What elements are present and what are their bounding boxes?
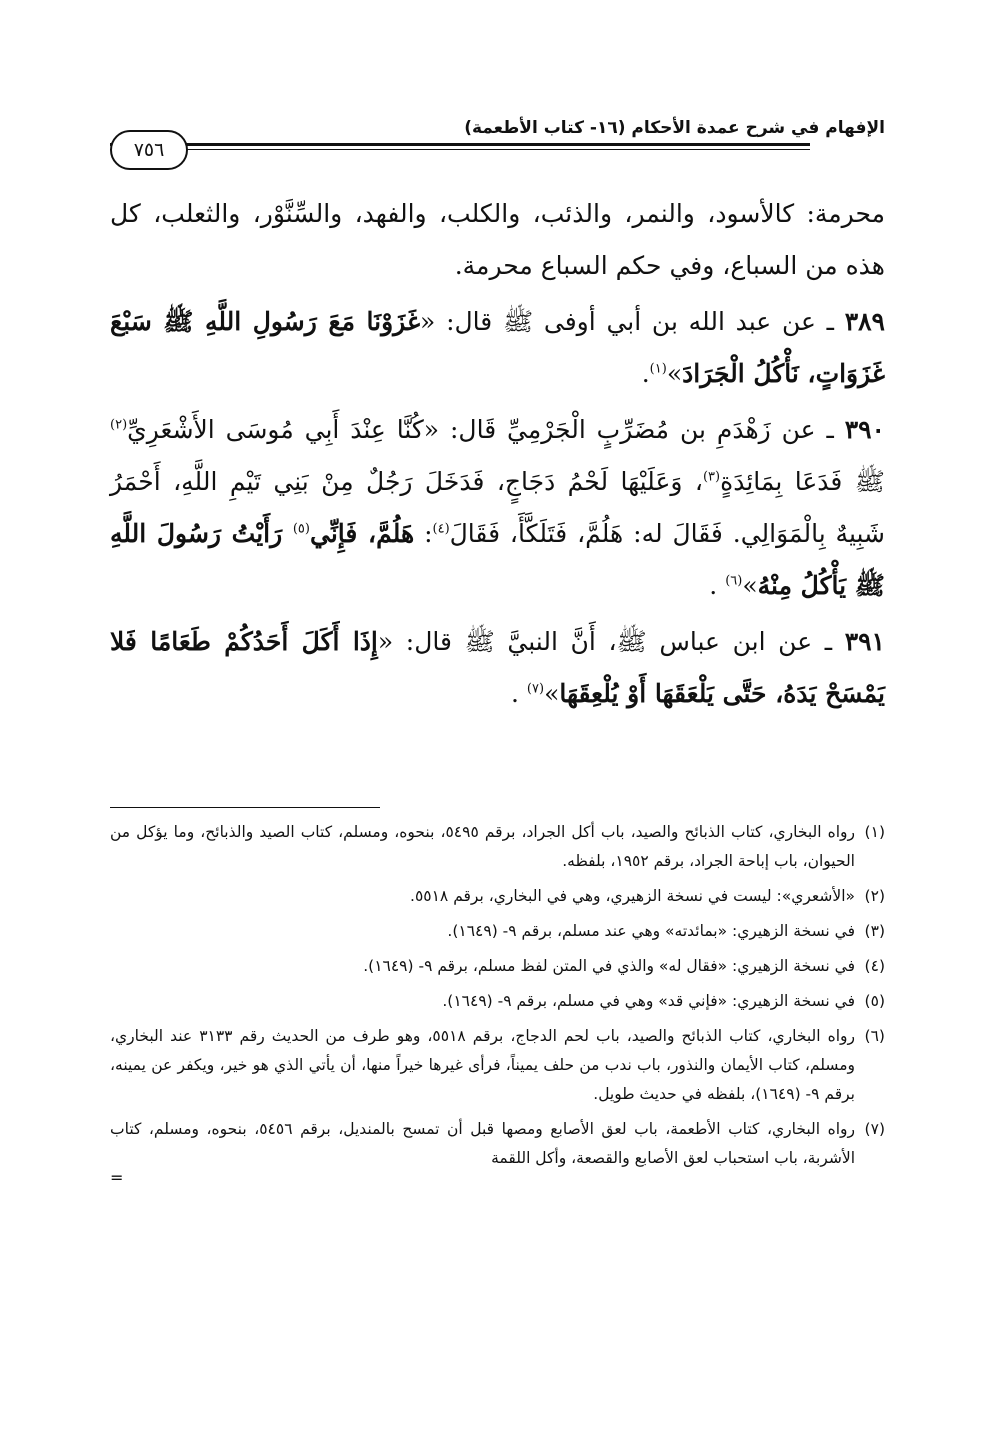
footnote-7 <box>110 1115 885 1173</box>
hadith-number: ٣٩٠ <box>844 415 885 444</box>
header-rule-thin <box>110 149 810 150</box>
footnote-number: (٧) <box>864 1120 885 1138</box>
footnote-text: رواه البخاري، كتاب الأطعمة، باب لعق الأصابع ومصها قبل أن تمسح بالمنديل، برقم ٥٤٥٦، بنحوه، ومسلم، كتاب الأشربة، باب استحباب لعق الأصابع والقصعة، وأكل اللقمة <box>110 1120 855 1167</box>
hadith-text: : <box>414 519 433 548</box>
footnote-text: «الأشعري»: ليست في نسخة الزهيري، وهي في البخاري، برقم ٥٥١٨. <box>410 887 855 905</box>
quote-close: » <box>544 679 560 708</box>
footnote-6 <box>110 1022 885 1109</box>
page-header <box>110 100 885 180</box>
footnote-separator <box>110 807 380 808</box>
quote-close: » <box>742 571 758 600</box>
footnote-ref: (٣) <box>702 469 721 485</box>
hadith-text: ﷺ فَدَعَا بِمَائِدَةٍ <box>720 467 885 496</box>
hadith-quote: رَأَيْتُ رَسُولَ اللَّهِ ﷺ يَأْكُلُ مِنْهُ <box>110 519 885 600</box>
footnote-ref: (٥) <box>292 521 310 537</box>
footnote-text: رواه البخاري، كتاب الذبائح والصيد، باب لحم الدجاج، برقم ٥٥١٨، وهو طرف من الحديث رقم ٣١٣٣ عند البخاري، ومسلم، كتاب الأيمان والنذور، باب ندب من حلف يميناً، فرأى غيرها خيراً منها، أن يأتي الذي هو خير، ويكفر عن يمينه، برقم ٩- (١٦٤٩)، بلفظه في حديث طويل. <box>110 1027 855 1103</box>
footnotes <box>110 818 885 1187</box>
footnote-number: (٢) <box>864 887 885 905</box>
book-page <box>110 100 885 1350</box>
footnote-4 <box>110 952 885 981</box>
page-number: ٧٥٦ <box>110 130 188 170</box>
footnote-text: رواه البخاري، كتاب الذبائح والصيد، باب أكل الجراد، برقم ٥٤٩٥، بنحوه، ومسلم، كتاب الصيد والذبائح، وما يؤكل من الحيوان، باب إباحة الجراد، برقم ١٩٥٢، بلفظه. <box>110 823 855 870</box>
footnote-text: في نسخة الزهيري: «بمائدته» وهي عند مسلم، برقم ٩- (١٦٤٩). <box>447 922 855 940</box>
footnote-3 <box>110 917 885 946</box>
header-rule-thick <box>110 143 810 146</box>
period: . <box>641 359 650 388</box>
main-text <box>110 188 885 724</box>
footnote-number: (٥) <box>864 992 885 1010</box>
hadith-number: ٣٨٩ <box>844 307 885 336</box>
footnote-5 <box>110 987 885 1016</box>
hadith-quote: هَلُمَّ، فَإِنِّي <box>309 519 415 548</box>
hadith-intro: ـ عن ابن عباس ﷺ، أَنَّ النبيَّ ﷺ قال: « <box>377 627 845 656</box>
footnote-number: (٦) <box>864 1027 885 1045</box>
header-title: الإفهام في شرح عمدة الأحكام (١٦- كتاب الأطعمة) <box>464 118 885 138</box>
hadith-391 <box>110 616 885 720</box>
hadith-intro: ـ عن عبد الله بن أبي أوفى ﷺ قال: « <box>420 307 845 336</box>
footnote-ref: (٧) <box>526 681 545 697</box>
hadith-number: ٣٩١ <box>844 627 885 656</box>
hadith-quote: إِذَا أَكَلَ أَحَدُكُمْ طَعَامًا فَلا يَمْسَحْ يَدَهُ، حَتَّى يَلْعَقَهَا أَوْ يُلْعِقَهَا <box>110 627 885 708</box>
footnote-number: (٣) <box>864 922 885 940</box>
footnote-1 <box>110 818 885 876</box>
footnote-2 <box>110 882 885 911</box>
footnote-text: في نسخة الزهيري: «فإني قد» وهي في مسلم، برقم ٩- (١٦٤٩). <box>442 992 855 1010</box>
continuation-mark: = <box>110 1168 124 1187</box>
hadith-text: ، وَعَلَيْهَا لَحْمُ دَجَاجٍ، فَدَخَلَ رَجُلٌ مِنْ بَنِي تَيْمِ اللَّهِ، أَحْمَرُ شَبِيهٌ بِالْمَوَالِي. فَقَالَ له: هَلُمَّ، فَتَلَكَّأَ، فَقَالَ <box>110 467 885 548</box>
period: . <box>709 571 726 600</box>
footnote-number: (٤) <box>864 957 885 975</box>
footnote-ref: (٢) <box>110 417 128 433</box>
footnote-ref: (١) <box>649 361 667 377</box>
hadith-390 <box>110 404 885 612</box>
hadith-intro: ـ عن زَهْدَمِ بن مُضَرِّبٍ الْجَرْمِيِّ قَال: «كُنَّا عِنْدَ أَبِي مُوسَى الأَشْعَرِيِّ <box>127 415 845 444</box>
footnote-text: في نسخة الزهيري: «فقال له» والذي في المتن لفظ مسلم، برقم ٩- (١٦٤٩). <box>363 957 855 975</box>
paragraph-intro: محرمة: كالأسود، والنمر، والذئب، والكلب، والفهد، والسِّنَّوْر، والثعلب، كل هذه من السباع، وفي حكم السباع محرمة. <box>110 199 885 280</box>
footnote-ref: (٦) <box>725 573 743 589</box>
hadith-quote: غَزَوْنَا مَعَ رَسُولِ اللَّهِ ﷺ سَبْعَ غَزَوَاتٍ، نَأْكُلُ الْجَرَادَ <box>110 307 885 388</box>
footnote-number: (١) <box>864 823 885 841</box>
quote-close: » <box>666 359 683 388</box>
period: . <box>511 679 527 708</box>
hadith-389 <box>110 296 885 400</box>
footnote-ref: (٤) <box>432 521 450 537</box>
